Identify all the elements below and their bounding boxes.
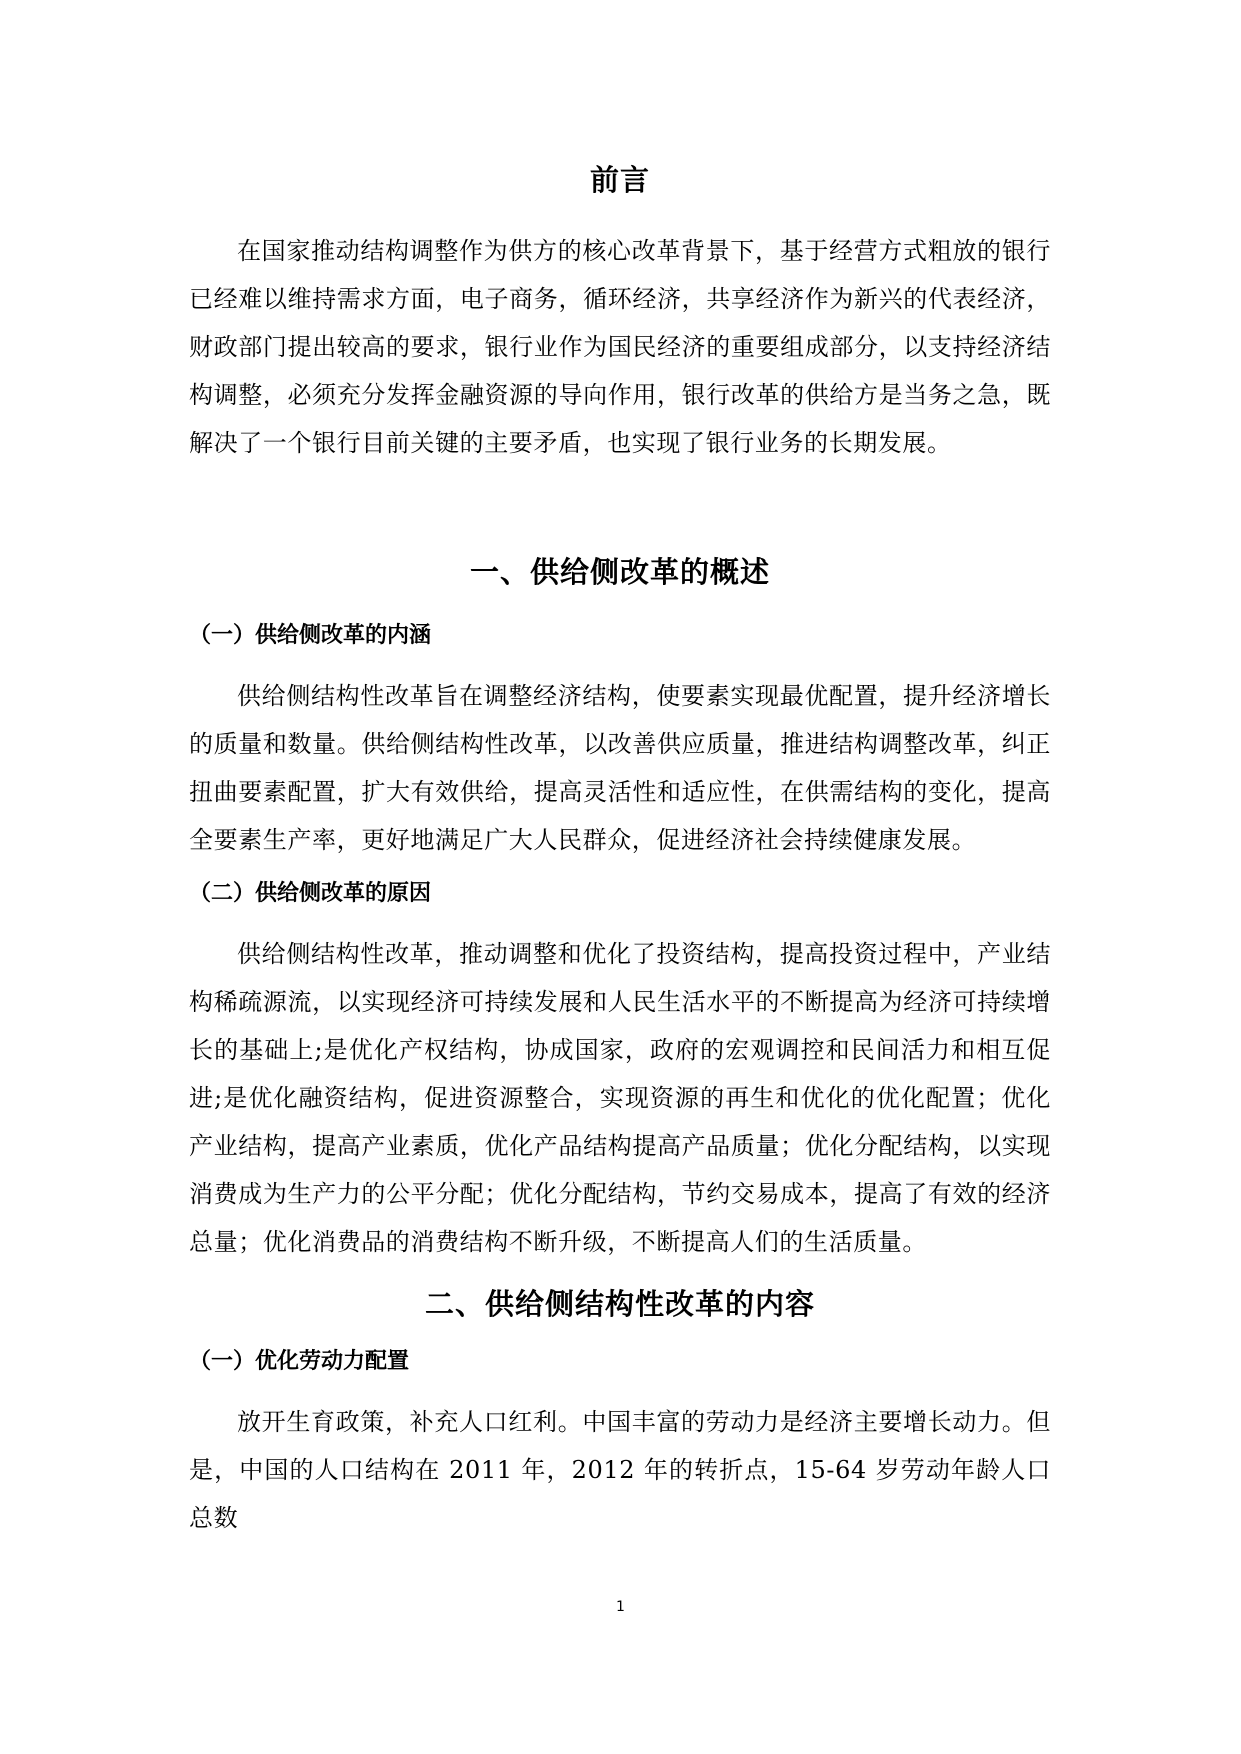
section-2-1-heading: （一）优化劳动力配置	[189, 1349, 410, 1374]
preface-title: 前言	[589, 163, 650, 197]
section-2-heading: 二、供给侧结构性改革的内容	[424, 1287, 815, 1321]
preface-paragraph: 在国家推动结构调整作为供方的核心改革背景下，基于经营方式粗放的银行已经难以维持需求方面，电子商务，循环经济，共享经济作为新兴的代表经济，财政部门提出较高的要求，银行业作为国民经济的重要组成部分，以支持经济结构调整，必须充分发挥金融资源的导向作用，银行改革的供给方是当务之急，既解决了一个银行目前关键的主要矛盾，也实现了银行业务的长期发展。	[189, 237, 1051, 457]
spacer	[189, 1378, 1051, 1398]
section-1-heading: 一、供给侧改革的概述	[469, 555, 770, 589]
page-content	[189, 160, 1051, 1542]
section-1-1-heading: （一）供给侧改革的内涵	[189, 623, 432, 648]
spacer	[189, 467, 1051, 552]
section-1-1-paragraph: 供给侧结构性改革旨在调整经济结构，使要素实现最优配置，提升经济增长的质量和数量。供给侧结构性改革，以改善供应质量，推进结构调整改革，纠正扭曲要素配置，扩大有效供给，提高灵活性和适应性，在供需结构的变化，提高全要素生产率，更好地满足广大人民群众，促进经济社会持续健康发展。	[189, 682, 1051, 854]
spacer	[189, 592, 1051, 620]
section-2-1-paragraph: 放开生育政策，补充人口红利。中国丰富的劳动力是经济主要增长动力。但是，中国的人口结构在 2011 年，2012 年的转折点，15-64 岁劳动年龄人口总数	[189, 1408, 1051, 1532]
section-1-2-heading: （二）供给侧改革的原因	[189, 881, 432, 906]
page-number: 1	[616, 1599, 625, 1615]
spacer	[189, 864, 1051, 878]
spacer	[189, 652, 1051, 672]
section-1-2-paragraph: 供给侧结构性改革，推动调整和优化了投资结构，提高投资过程中，产业结构稀疏源流，以实现经济可持续发展和人民生活水平的不断提高为经济可持续增长的基础上;是优化产权结构，协成国家，政府的宏观调控和民间活力和相互促进;是优化融资结构，促进资源整合，实现资源的再生和优化的优化配置；优化产业结构，提高产业素质，优化产品结构提高产品质量；优化分配结构，以实现消费成为生产力的公平分配；优化分配结构，节约交易成本，提高了有效的经济总量；优化消费品的消费结构不断升级，不断提高人们的生活质量。	[189, 940, 1051, 1256]
spacer	[189, 1324, 1051, 1346]
spacer	[189, 1266, 1051, 1284]
spacer	[189, 910, 1051, 930]
